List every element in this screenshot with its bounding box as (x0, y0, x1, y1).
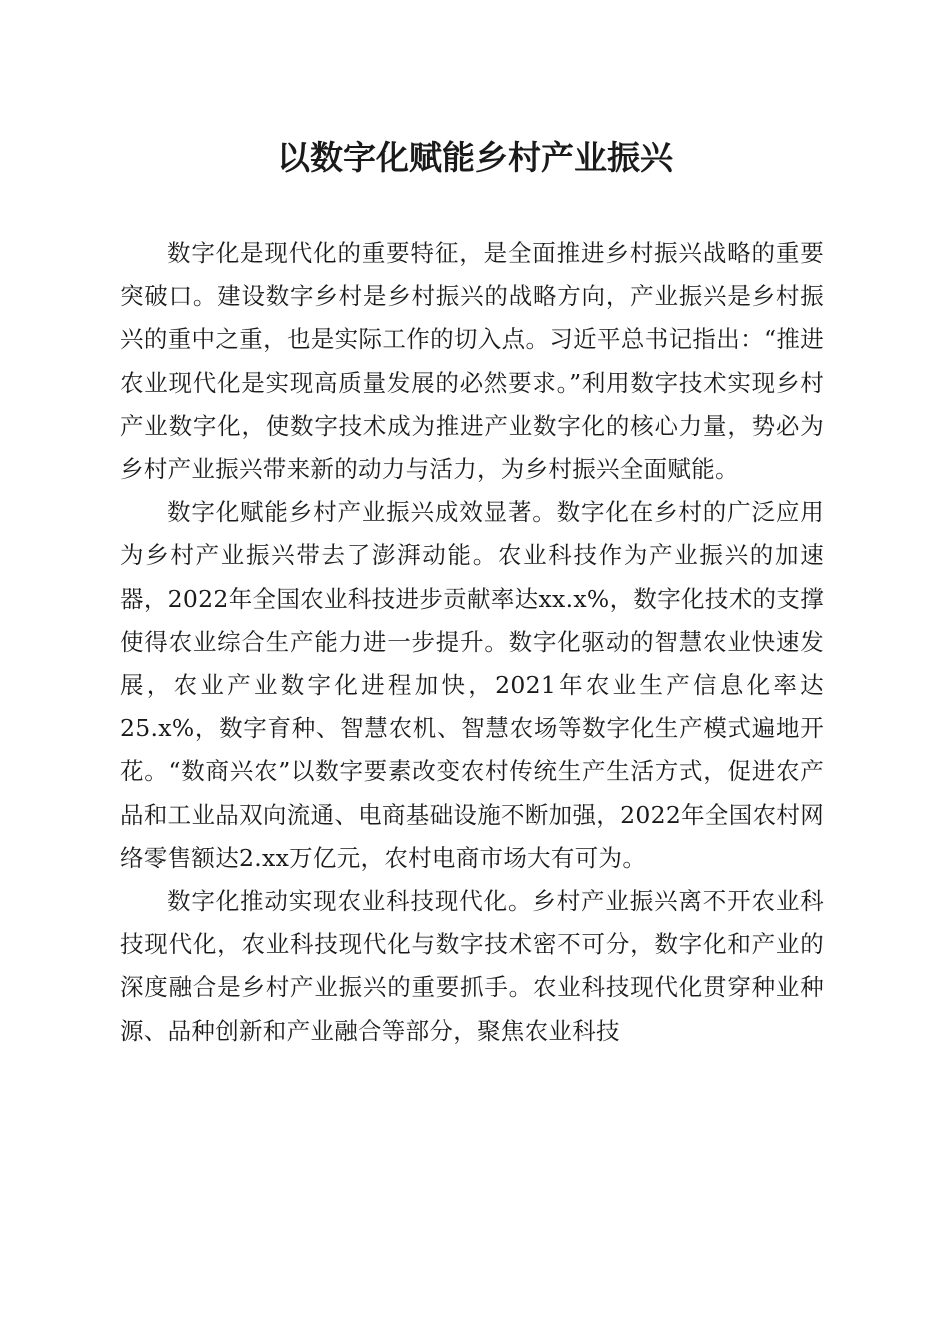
document-body (120, 232, 824, 1053)
paragraph-3: 数字化推动实现农业科技现代化。乡村产业振兴离不开农业科技现代化，农业科技现代化与数字技术密不可分，数字化和产业的深度融合是乡村产业振兴的重要抓手。农业科技现代化贯穿种业种源、品种创新和产业融合等部分，聚焦农业科技 (120, 887, 824, 1045)
paragraph-2: 数字化赋能乡村产业振兴成效显著。数字化在乡村的广泛应用为乡村产业振兴带去了澎湃动能。农业科技作为产业振兴的加速器，2022年全国农业科技进步贡献率达xx.x%，数字化技术的支撑使得农业综合生产能力进一步提升。数字化驱动的智慧农业快速发展，农业产业数字化进程加快，2021年农业生产信息化率达25.x%，数字育种、智慧农机、智慧农场等数字化生产模式遍地开花。“数商兴农”以数字要素改变农村传统生产生活方式，促进农产品和工业品双向流通、电商基础设施不断加强，2022年全国农村网络零售额达2.xx万亿元，农村电商市场大有可为。 (120, 498, 824, 872)
paragraph-1: 数字化是现代化的重要特征，是全面推进乡村振兴战略的重要突破口。建设数字乡村是乡村振兴的战略方向，产业振兴是乡村振兴的重中之重，也是实际工作的切入点。习近平总书记指出：“推进农业现代化是实现高质量发展的必然要求。”利用数字技术实现乡村产业数字化，使数字技术成为推进产业数字化的核心力量，势必为乡村产业振兴带来新的动力与活力，为乡村振兴全面赋能。 (120, 239, 824, 484)
document-title: 以数字化赋能乡村产业振兴 (277, 138, 673, 177)
